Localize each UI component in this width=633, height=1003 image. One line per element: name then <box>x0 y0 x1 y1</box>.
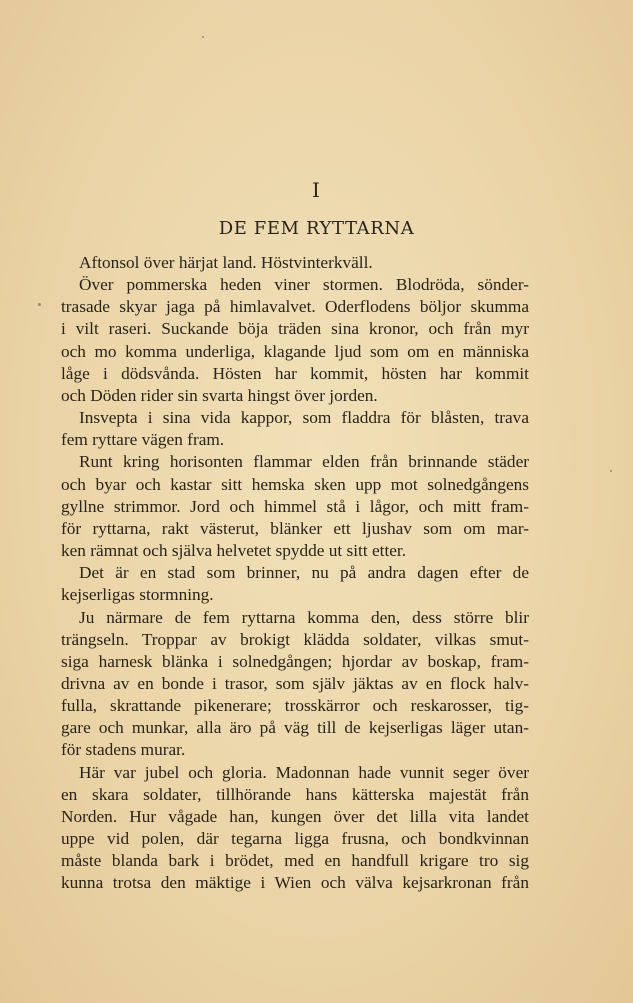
text-line: Ju närmare de fem ryttarna komma den, dess större blir <box>79 607 529 627</box>
text-line: kunna trotsa den mäktige i Wien och välva kejsarkronan från <box>61 873 529 893</box>
text-line: Det är en stad som brinner, nu på andra dagen efter de <box>79 563 529 583</box>
text-line: måste blanda bark i brödet, med en handfull krigare tro sig <box>61 851 529 871</box>
text-line: uppe vid polen, där tegarna ligga frusna, och bondkvinnan <box>61 829 529 849</box>
text-line: och Döden rider sin svarta hingst över jorden. <box>61 385 378 405</box>
text-line: och byar och kastar sitt hemska sken upp mot solnedgångens <box>61 474 529 494</box>
paper-speck <box>610 470 612 472</box>
text-line: Aftonsol över härjat land. Höstvinterkväll. <box>79 253 373 272</box>
text-line: trängseln. Troppar av brokigt klädda soldater, vilkas smut- <box>61 629 529 649</box>
text-line: gare och munkar, alla äro på väg till de kejserligas läger utan- <box>61 718 529 738</box>
chapter-number: I <box>312 178 321 202</box>
text-line: och mo komma underliga, klagande ljud som om en människa <box>61 341 529 361</box>
text-line: fem ryttare vägen fram. <box>61 430 225 450</box>
text-line: ken rämnat och själva helvetet spydde ut sitt etter. <box>61 541 407 561</box>
text-line: fulla, skrattande pikenerare; trosskärror och reskarosser, tig- <box>61 696 529 716</box>
chapter-title: DE FEM RYTTARNA <box>218 218 415 239</box>
text-line: låge i dödsvånda. Hösten har kommit, hösten har kommit <box>61 363 529 383</box>
text-line: kejserligas stormning. <box>61 585 214 605</box>
body-text <box>61 252 529 895</box>
paper-speck <box>202 36 204 38</box>
text-line: för ryttarna, rakt västerut, blänker ett ljushav som om mar- <box>61 518 529 538</box>
text-line: för stadens murar. <box>61 740 186 760</box>
text-line: siga harnesk blänka i solnedgången; hjordar av boskap, fram- <box>61 651 529 671</box>
text-line: Över pommerska heden viner stormen. Blodröda, sönder- <box>79 275 529 295</box>
text-line: Här var jubel och gloria. Madonnan hade vunnit seger över <box>79 762 529 782</box>
text-line: Norden. Hur vågade han, kungen över det lilla vita landet <box>61 806 529 826</box>
text-line: Runt kring horisonten flammar elden från brinnande städer <box>79 452 529 472</box>
text-line: drivna av en bonde i trasor, som själv jäktas av en flock halv- <box>61 673 529 693</box>
paper-speck <box>38 303 41 306</box>
text-line: gyllne strimmor. Jord och himmel stå i lågor, och mitt fram- <box>61 496 529 516</box>
text-line: trasade skyar jaga på himlavalvet. Oderflodens böljor skumma <box>61 297 529 317</box>
text-line: en skara soldater, tillhörande hans kätterska majestät från <box>61 784 529 804</box>
text-line: Insvepta i sina vida kappor, som fladdra för blåsten, trava <box>79 408 529 428</box>
text-line: i vilt raseri. Suckande böja träden sina kronor, och från myr <box>61 319 529 339</box>
